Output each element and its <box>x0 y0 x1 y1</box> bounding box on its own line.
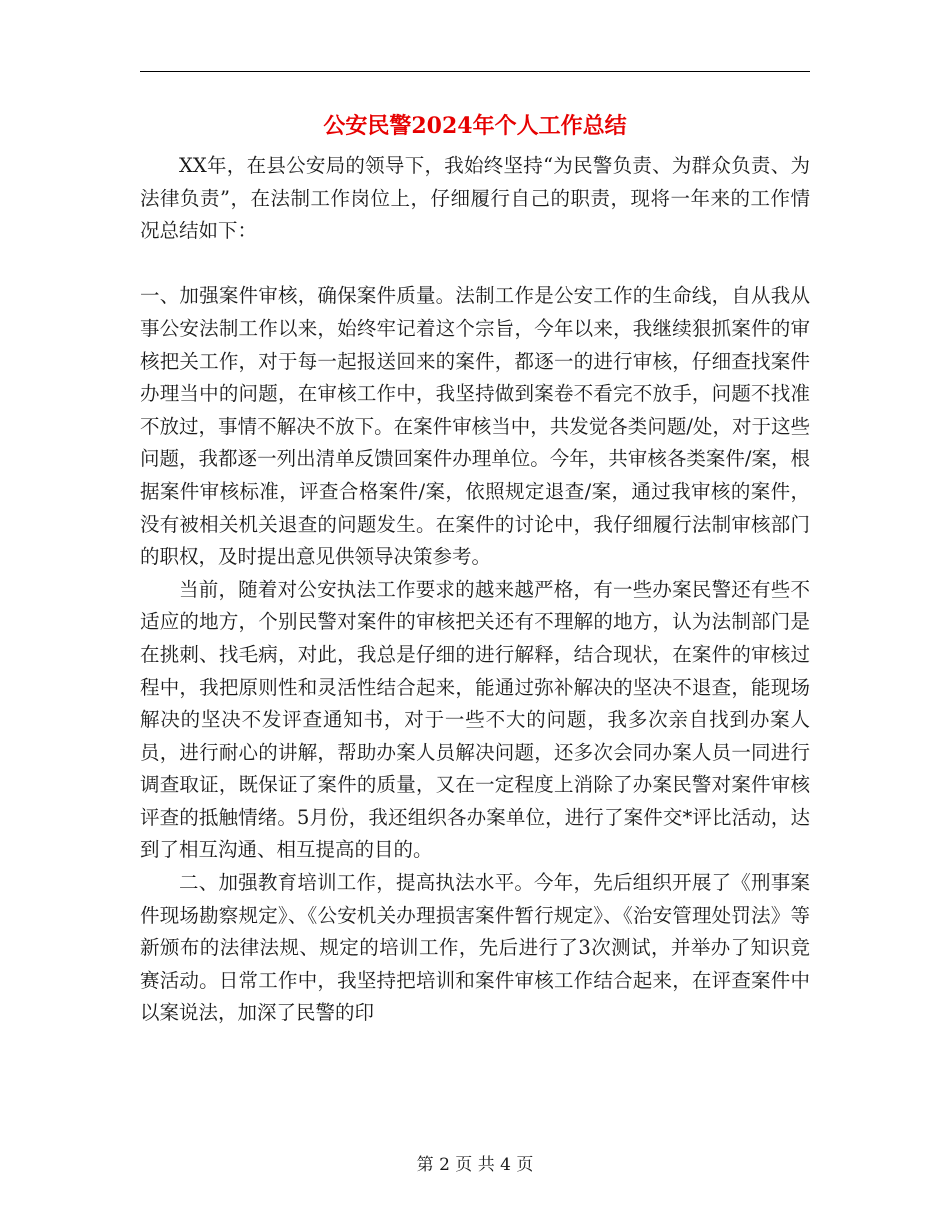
page-number: 第 2 页 共 4 页 <box>416 1155 534 1175</box>
paragraph-current-situation: 当前，随着对公安执法工作要求的越来越严格，有一些办案民警还有些不适应的地方，个别民警对案件的审核把关还有不理解的地方，认为法制部门是在挑刺、找毛病，对此，我总是仔细的进行解释，结合现状，在案件的审核过程中，我把原则性和灵活性结合起来，能通过弥补解决的坚决不退查，能现场解决的坚决不发评查通知书，对于一些不大的问题，我多次亲自找到办案人员，进行耐心的讲解，帮助办案人员解决问题，还多次会同办案人员一同进行调查取证，既保证了案件的质量，又在一定程度上消除了办案民警对案件审核评查的抵触情绪。5月份，我还组织各办案单位，进行了案件交*评比活动，达到了相互沟通、相互提高的目的。 <box>140 577 810 862</box>
document-body <box>140 108 810 1030</box>
paragraph-intro: XX年，在县公安局的领导下，我始终坚持“为民警负责、为群众负责、为法律负责”，在法制工作岗位上，仔细履行自己的职责，现将一年来的工作情况总结如下： <box>140 154 810 243</box>
paragraph-spacer <box>140 248 810 281</box>
paragraph-case-review: 一、加强案件审核，确保案件质量。法制工作是公安工作的生命线，自从我从事公安法制工作以来，始终牢记着这个宗旨，今年以来，我继续狠抓案件的审核把关工作，对于每一起报送回来的案件，都逐一的进行审核，仔细查找案件办理当中的问题，在审核工作中，我坚持做到案卷不看完不放手，问题不找准不放过，事情不解决不放下。在案件审核当中，共发觉各类问题/处，对于这些问题，我都逐一列出清单反馈回案件办理单位。今年，共审核各类案件/案，根据案件审核标准，评查合格案件/案，依照规定退查/案，通过我审核的案件，没有被相关机关退查的问题发生。在案件的讨论中，我仔细履行法制审核部门的职权，及时提出意见供领导决策参考。 <box>140 284 810 569</box>
paragraph-training: 二、加强教育培训工作，提高执法水平。今年，先后组织开展了《刑事案件现场勘察规定》、《公安机关办理损害案件暂行规定》、《治安管理处罚法》等新颁布的法律法规、规定的培训工作，先后进行了3次测试，并举办了知识竞赛活动。日常工作中，我坚持把培训和案件审核工作结合起来，在评查案件中以案说法，加深了民警的印 <box>140 871 810 1025</box>
header-rule <box>140 71 810 72</box>
document-title: 公安民警2024年个人工作总结 <box>323 113 627 139</box>
